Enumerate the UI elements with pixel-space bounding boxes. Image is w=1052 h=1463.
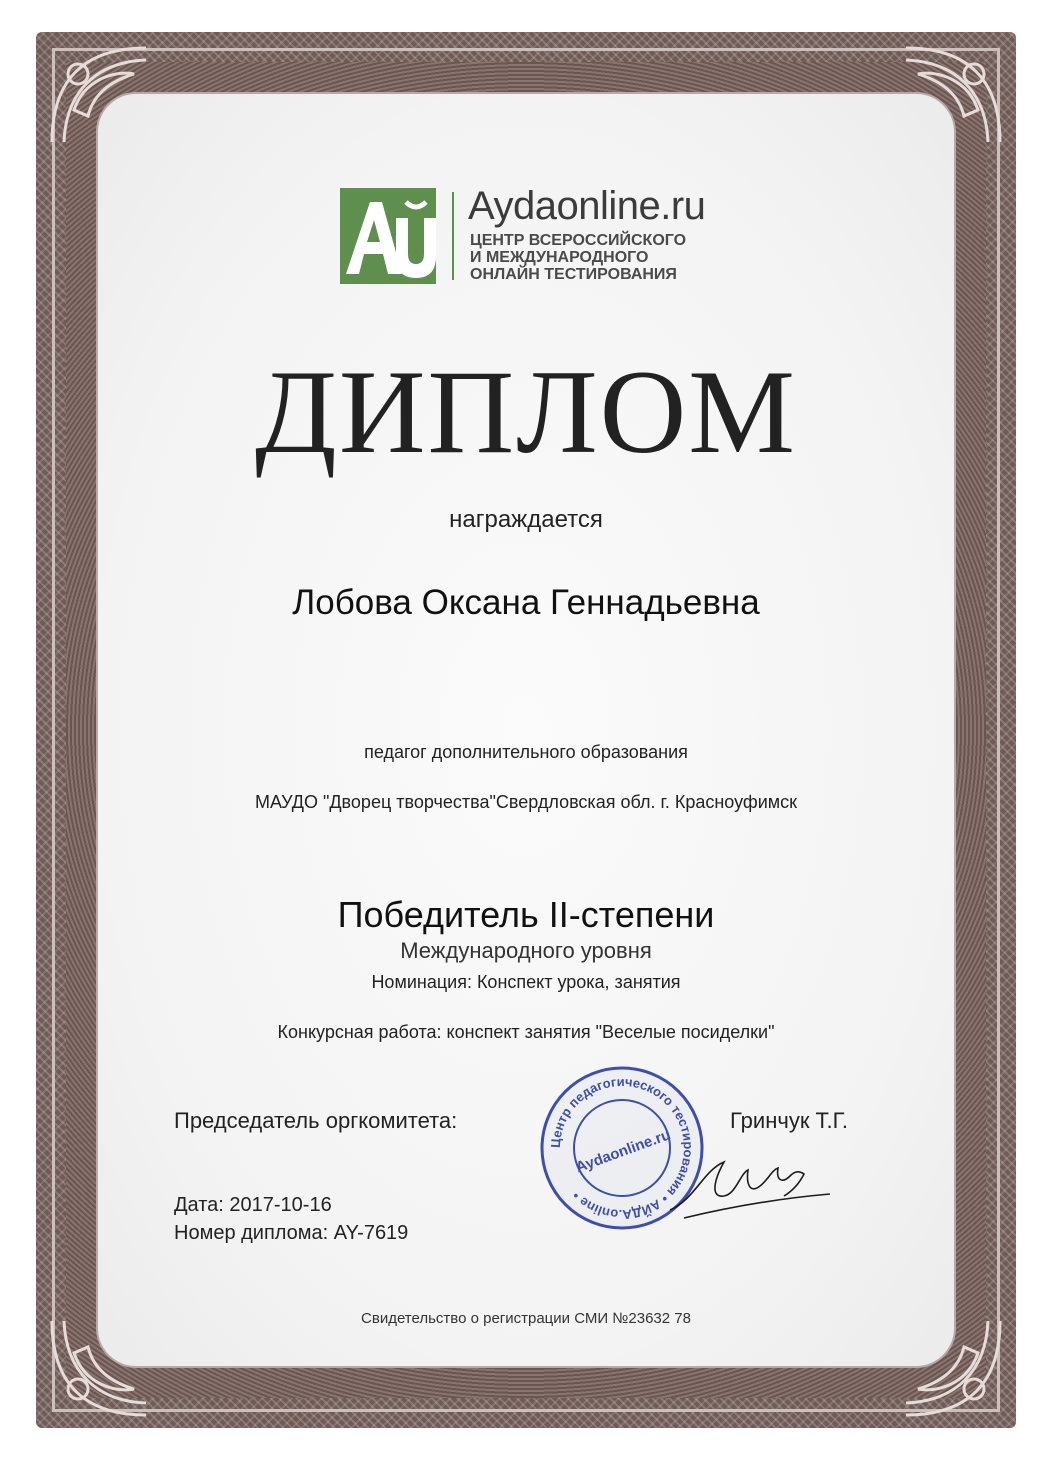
logo-subtitle-line: И МЕЖДУНАРОДНОГО <box>470 249 649 266</box>
awarded-text: награждается <box>449 506 603 533</box>
stamp-center-text: Aydaonline.ru <box>573 1126 673 1177</box>
logo-subtitle-line: ОНЛАЙН ТЕСТИРОВАНИЯ <box>470 266 677 283</box>
chair-name: Гринчук Т.Г. <box>730 1108 849 1133</box>
registration-note: Свидетельство о регистрации СМИ №23632 78 <box>361 1310 691 1327</box>
recipient-organization: МАУДО "Дворец творчества"Свердловская обл. г. Красноуфимск <box>254 792 798 812</box>
issue-date: Дата: 2017-10-16 <box>174 1194 332 1216</box>
logo-subtitle <box>470 232 686 283</box>
award-level: Международного уровня <box>400 938 652 963</box>
signature-icon <box>664 1140 834 1230</box>
logo-subtitle-line: ЦЕНТР ВСЕРОССИЙСКОГО <box>470 232 687 249</box>
recipient-name: Лобова Оксана Геннадьевна <box>292 583 760 622</box>
award-rank: Победитель II-степени <box>337 894 715 935</box>
chair-label: Председатель оргкомитета: <box>174 1108 458 1133</box>
diploma-title: ДИПЛОМ <box>255 345 797 478</box>
nomination: Номинация: Конспект урока, занятия <box>371 972 681 992</box>
logo-site-name: Aydaonline.ru <box>468 184 706 228</box>
stamp-ring-text: Центр педагогического тестирования • АЙДА.online • <box>547 1073 697 1223</box>
recipient-position: педагог дополнительного образования <box>364 742 688 762</box>
diploma-number: Номер диплома: AY-7619 <box>174 1222 409 1244</box>
brand-logo <box>340 184 740 288</box>
logo-divider <box>452 192 454 280</box>
competition-work: Конкурсная работа: конспект занятия "Веселые посиделки" <box>277 1022 775 1042</box>
logo-mark-icon <box>340 188 436 284</box>
